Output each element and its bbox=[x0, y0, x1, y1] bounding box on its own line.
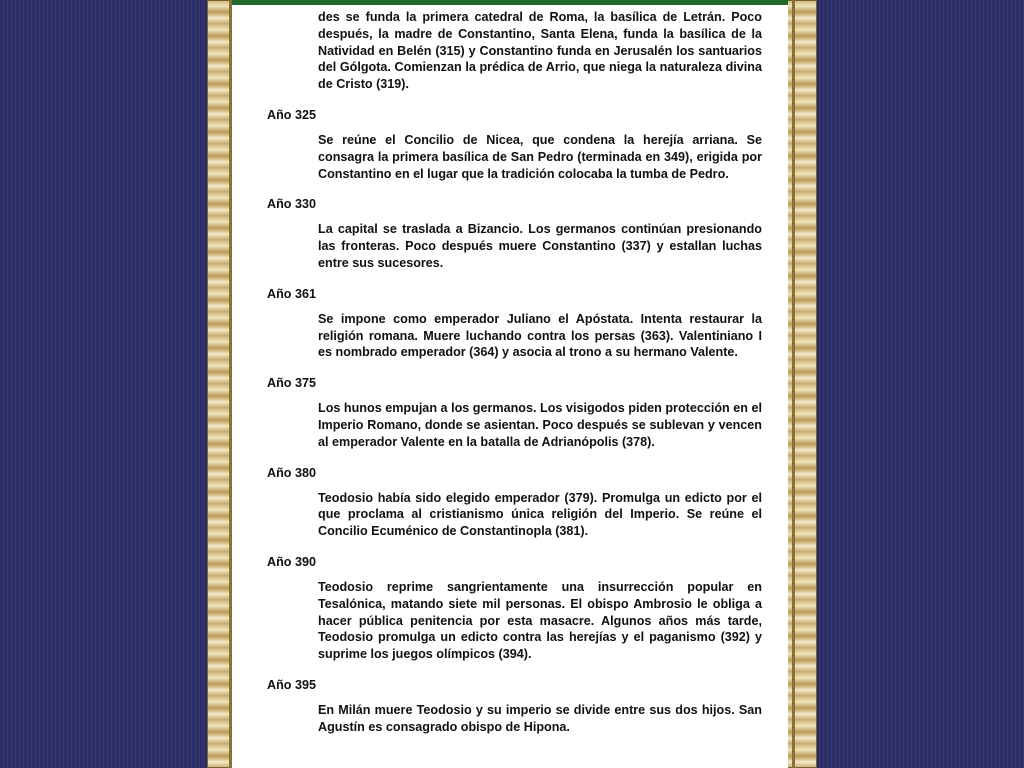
entry-text-380: Teodosio había sido elegido emperador (379). Promulga un edicto por el que proclama al cristianismo única religión del Imperio. Se reúne el Concilio Ecuménico de Constantinopla (381). bbox=[318, 490, 762, 539]
entry-text-361: Se impone como emperador Juliano el Apóstata. Intenta restaurar la religión romana. Muere luchando contra los persas (363). Valentiniano I es nombrado emperador (364) y asocia al trono a su hermano Valente. bbox=[318, 311, 762, 360]
timeline-content bbox=[232, 9, 788, 736]
year-heading-390: Año 390 bbox=[267, 554, 316, 569]
year-heading-361: Año 361 bbox=[267, 286, 316, 301]
year-heading-330: Año 330 bbox=[267, 197, 316, 212]
entry-text-395: En Milán muere Teodosio y su imperio se divide entre sus dos hijos. San Agustín es consagrado obispo de Hipona. bbox=[318, 702, 762, 734]
year-heading-325: Año 325 bbox=[267, 107, 316, 122]
year-heading-380: Año 380 bbox=[267, 465, 316, 480]
entry-text-375: Los hunos empujan a los germanos. Los visigodos piden protección en el Imperio Romano, donde se asientan. Poco después se sublevan y vencen al emperador Valente en la batalla de Adrianópolis (378). bbox=[318, 401, 762, 449]
document-page bbox=[232, 0, 788, 768]
year-heading-375: Año 375 bbox=[267, 376, 316, 391]
entry-text-325: Se reúne el Concilio de Nicea, que condena la herejía arriana. Se consagra la primera basílica de San Pedro (terminada en 349), erigida por Constantino en el lugar que la tradición colocaba la tumba de Pedro. bbox=[318, 132, 762, 181]
entry-text-330: La capital se traslada a Bizancio. Los germanos continúan presionando las fronteras. Poco después muere Constantino (337) y estallan luchas entre sus sucesores. bbox=[318, 222, 762, 270]
intro-paragraph: des se funda la primera catedral de Roma, la basílica de Letrán. Poco después, la madre de Constantino, Santa Elena, funda la basílica de la Natividad en Belén (315) y Constantino funda en Jerusalén los santuarios del Gólgota. Comienzan la prédica de Arrio, que niega la naturaleza divina de Cristo (319). bbox=[318, 10, 762, 92]
entry-text-390: Teodosio reprime sangrientamente una insurrección popular en Tesalónica, matando siete mil personas. El obispo Ambrosio le obliga a hacer pública penitencia por esta masacre. Algunos años más tarde, Teodosio promulga un edicto contra las herejías y el paganismo (392) y suprime los juegos olímpicos (394). bbox=[318, 579, 762, 662]
year-heading-395: Año 395 bbox=[267, 677, 316, 692]
page-top-border bbox=[232, 0, 788, 5]
